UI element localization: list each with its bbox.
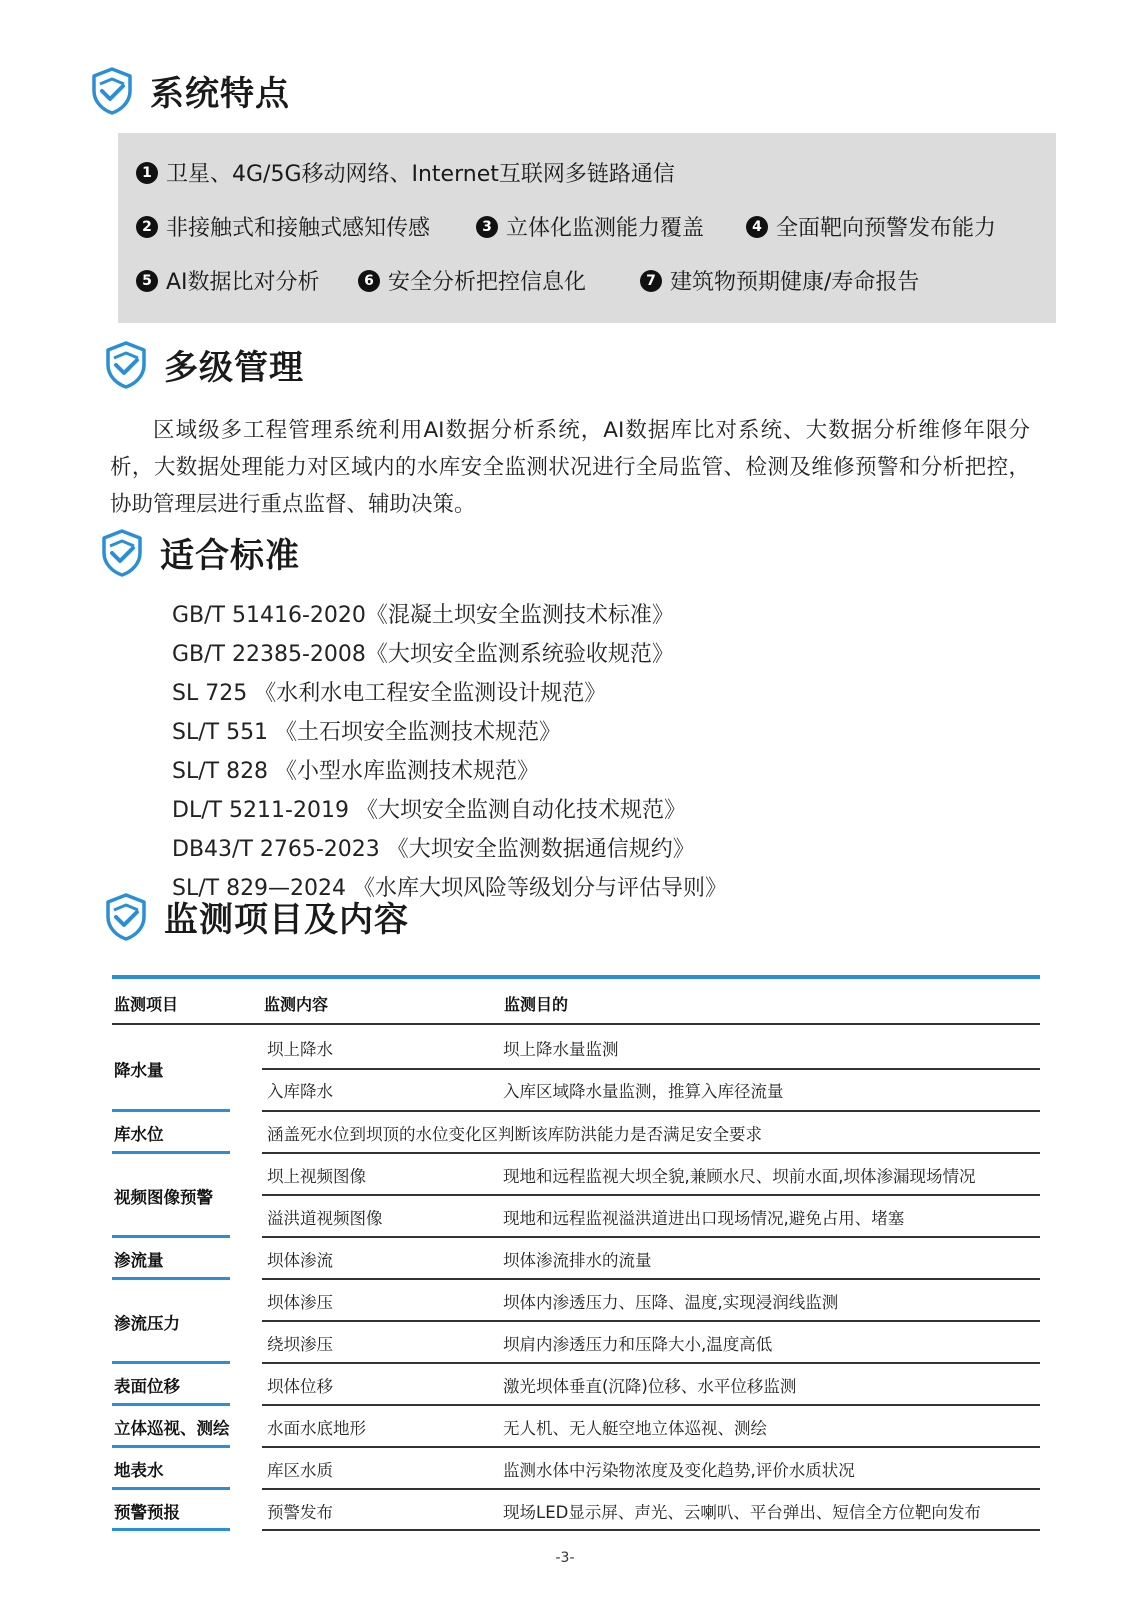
number-badge: 6 <box>358 270 380 292</box>
content-cell: 库区水质 <box>267 1461 333 1480</box>
feature-item <box>746 211 996 242</box>
section-title: 多级管理 <box>164 348 304 388</box>
feature-item <box>136 265 320 296</box>
section-title: 系统特点 <box>150 74 290 114</box>
feature-item <box>136 157 675 188</box>
section-header-standards <box>100 528 300 577</box>
standard-item: DB43/T 2765-2023 《大坝安全监测数据通信规约》 <box>172 837 695 862</box>
standard-item: GB/T 22385-2008《大坝安全监测系统验收规范》 <box>172 642 674 667</box>
standard-item: SL/T 829—2024 《水库大坝风险等级划分与评估导则》 <box>172 876 728 901</box>
feature-text: 立体化监测能力覆盖 <box>506 216 705 241</box>
standard-item: GB/T 51416-2020《混凝土坝安全监测技术标准》 <box>172 603 674 628</box>
standards-list <box>172 596 727 908</box>
features-box <box>118 133 1056 323</box>
number-badge: 3 <box>476 216 498 238</box>
purpose-cell: 现地和远程监视溢洪道进出口现场情况,避免占用、堵塞 <box>503 1209 905 1228</box>
feature-text: 卫星、4G/5G移动网络、Internet互联网多链路通信 <box>166 162 675 187</box>
column-header: 监测内容 <box>264 994 329 1014</box>
category-label: 降水量 <box>114 1061 164 1080</box>
content-cell: 坝体渗流 <box>267 1251 333 1270</box>
shield-check-icon <box>104 341 148 389</box>
category-label: 地表水 <box>114 1461 164 1480</box>
management-paragraph <box>110 412 1030 523</box>
purpose-cell: 坝上降水量监测 <box>503 1040 619 1059</box>
content-cell: 涵盖死水位到坝顶的水位变化区判断该库防洪能力是否满足安全要求 <box>267 1125 762 1144</box>
content-cell: 坝体渗压 <box>267 1293 333 1312</box>
content-cell: 坝上降水 <box>267 1040 333 1059</box>
number-badge: 7 <box>640 270 662 292</box>
content-cell: 坝体位移 <box>267 1377 333 1396</box>
section-header-monitoring <box>104 892 409 941</box>
shield-check-icon <box>104 893 148 941</box>
table-top-rule <box>112 975 1040 979</box>
number-badge: 2 <box>136 216 158 238</box>
section-header-features <box>90 66 290 115</box>
feature-item <box>358 265 586 296</box>
category-label: 渗流压力 <box>114 1314 180 1333</box>
feature-item <box>640 265 919 296</box>
standard-item: SL/T 828 《小型水库监测技术规范》 <box>172 759 540 784</box>
feature-item <box>476 211 704 242</box>
purpose-cell: 坝体渗流排水的流量 <box>503 1251 652 1270</box>
feature-text: 建筑物预期健康/寿命报告 <box>670 270 920 295</box>
feature-text: AI数据比对分析 <box>166 270 320 295</box>
content-cell: 入库降水 <box>267 1082 333 1101</box>
feature-text: 非接触式和接触式感知传感 <box>166 216 431 241</box>
content-cell: 水面水底地形 <box>267 1419 366 1438</box>
content-cell: 坝上视频图像 <box>267 1167 366 1186</box>
purpose-cell: 现地和远程监视大坝全貌,兼顾水尺、坝前水面,坝体渗漏现场情况 <box>503 1167 976 1186</box>
feature-text: 全面靶向预警发布能力 <box>776 216 997 241</box>
category-label: 表面位移 <box>114 1377 180 1396</box>
column-header: 监测目的 <box>504 994 569 1014</box>
category-label: 预警预报 <box>114 1503 180 1522</box>
content-cell: 溢洪道视频图像 <box>267 1209 383 1228</box>
category-label: 库水位 <box>114 1125 164 1144</box>
feature-item <box>136 211 430 242</box>
shield-check-icon <box>90 67 134 115</box>
standard-item: SL/T 551 《土石坝安全监测技术规范》 <box>172 720 562 745</box>
content-cell: 绕坝渗压 <box>267 1335 333 1354</box>
purpose-cell: 坝体内渗透压力、压降、温度,实现浸润线监测 <box>503 1293 839 1312</box>
standard-item: SL 725 《水利水电工程安全监测设计规范》 <box>172 681 607 706</box>
category-label: 视频图像预警 <box>114 1188 213 1207</box>
column-header: 监测项目 <box>114 994 179 1014</box>
standard-item: DL/T 5211-2019 《大坝安全监测自动化技术规范》 <box>172 798 686 823</box>
page-number: -3- <box>555 1550 575 1566</box>
feature-text: 安全分析把控信息化 <box>388 270 587 295</box>
category-underline <box>112 1528 230 1531</box>
row-divider <box>262 1529 1040 1531</box>
shield-check-icon <box>100 529 144 577</box>
number-badge: 4 <box>746 216 768 238</box>
purpose-cell: 坝肩内渗透压力和压降大小,温度高低 <box>503 1335 773 1354</box>
purpose-cell: 无人机、无人艇空地立体巡视、测绘 <box>503 1419 767 1438</box>
paragraph-text: 区域级多工程管理系统利用AI数据分析系统，AI数据库比对系统、大数据分析维修年限分析，大数据处理能力对区域内的水库安全监测状况进行全局监管、检测及维修预警和分析把控，协助管理层进行重点监督、辅助决策。 <box>110 418 1030 517</box>
section-title: 适合标准 <box>160 536 300 576</box>
category-label: 渗流量 <box>114 1251 164 1270</box>
purpose-cell: 激光坝体垂直(沉降)位移、水平位移监测 <box>503 1377 797 1396</box>
row-divider <box>112 1023 1040 1025</box>
category-label: 立体巡视、测绘 <box>114 1419 230 1438</box>
purpose-cell: 现场LED显示屏、声光、云喇叭、平台弹出、短信全方位靶向发布 <box>503 1503 981 1522</box>
content-cell: 预警发布 <box>267 1503 333 1522</box>
number-badge: 1 <box>136 162 158 184</box>
section-header-management <box>104 340 304 389</box>
purpose-cell: 入库区域降水量监测，推算入库径流量 <box>503 1082 784 1101</box>
number-badge: 5 <box>136 270 158 292</box>
purpose-cell: 监测水体中污染物浓度及变化趋势,评价水质状况 <box>503 1461 855 1480</box>
section-title: 监测项目及内容 <box>164 900 409 940</box>
